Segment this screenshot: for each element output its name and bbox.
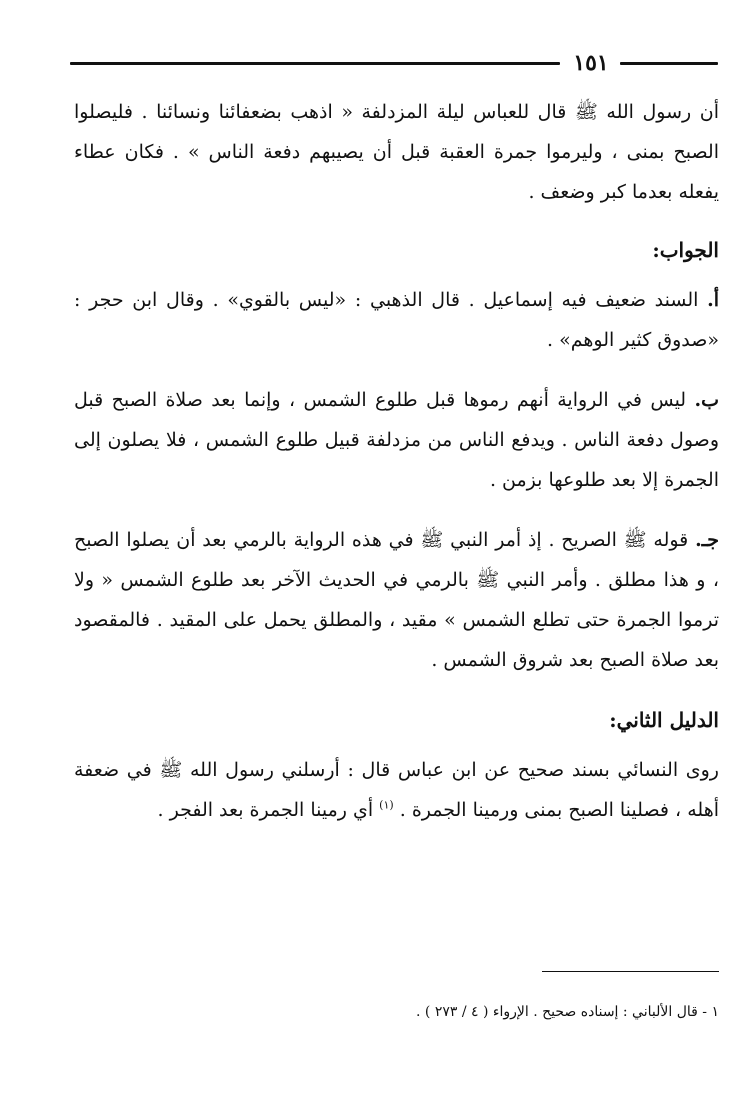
point-text: السند ضعيف فيه إسماعيل . قال الذهبي : «ليس بالقوي» . وقال ابن حجر : «صدوق كثير الوهم» . xyxy=(74,289,719,351)
point-text: قوله ﷺ الصريح . إذ أمر النبي ﷺ في هذه الرواية بالرمي بعد أن يصلوا الصبح ، و هذا مطلق . وأمر النبي ﷺ بالرمي في الحديث الآخر بعد طلوع الشمس « ولا ترموا الجمرة حتى تطلع الشمس » مقيد ، والمطلق يحمل على المقيد . فالمقصود بعد صلاة الصبح بعد شروق الشمس . xyxy=(74,529,719,671)
footnote: ١ - قال الألباني : إسناده صحيح . الإرواء ( ٤ / ٢٧٣ ) . xyxy=(416,1004,719,1020)
footnote-divider xyxy=(542,971,719,972)
page-body xyxy=(74,92,719,830)
answer-point-b xyxy=(74,380,719,500)
second-evidence-paragraph xyxy=(74,750,719,830)
point-marker: جـ. xyxy=(695,529,719,551)
answer-point-a xyxy=(74,280,719,360)
point-text: ليس في الرواية أنهم رموها قبل طلوع الشمس ، وإنما بعد صلاة الصبح قبل وصول دفعة الناس . ويدفع الناس من مزدلفة قبيل طلوع الشمس ، فلا يصلون إلى الجمرة إلا بعد طلوعها بزمن . xyxy=(74,389,719,491)
evidence-text-continued: أي رمينا الجمرة بعد الفجر . xyxy=(157,799,374,821)
footnote-reference[interactable]: (١) xyxy=(379,798,394,812)
header-rule-left xyxy=(70,62,560,65)
answer-heading: الجواب: xyxy=(652,238,719,262)
answer-point-c xyxy=(74,520,719,680)
intro-paragraph: أن رسول الله ﷺ قال للعباس ليلة المزدلفة « اذهب بضعفائنا ونسائنا . فليصلوا الصبح بمنى ، وليرموا جمرة العقبة قبل أن يصيبهم دفعة الناس » . فكان عطاء يفعله بعدما كبر وضعف . xyxy=(74,101,719,203)
page-number: ١٥١ xyxy=(573,50,609,76)
point-marker: أ. xyxy=(707,289,719,311)
header-rule-right xyxy=(620,62,718,65)
page-header xyxy=(70,52,718,76)
second-evidence-heading: الدليل الثاني: xyxy=(609,708,719,732)
evidence-text: روى النسائي بسند صحيح عن ابن عباس قال : أرسلني رسول الله ﷺ في ضعفة أهله ، فصلينا الصبح بمنى ورمينا الجمرة . xyxy=(74,759,719,821)
point-marker: ب. xyxy=(694,389,719,411)
